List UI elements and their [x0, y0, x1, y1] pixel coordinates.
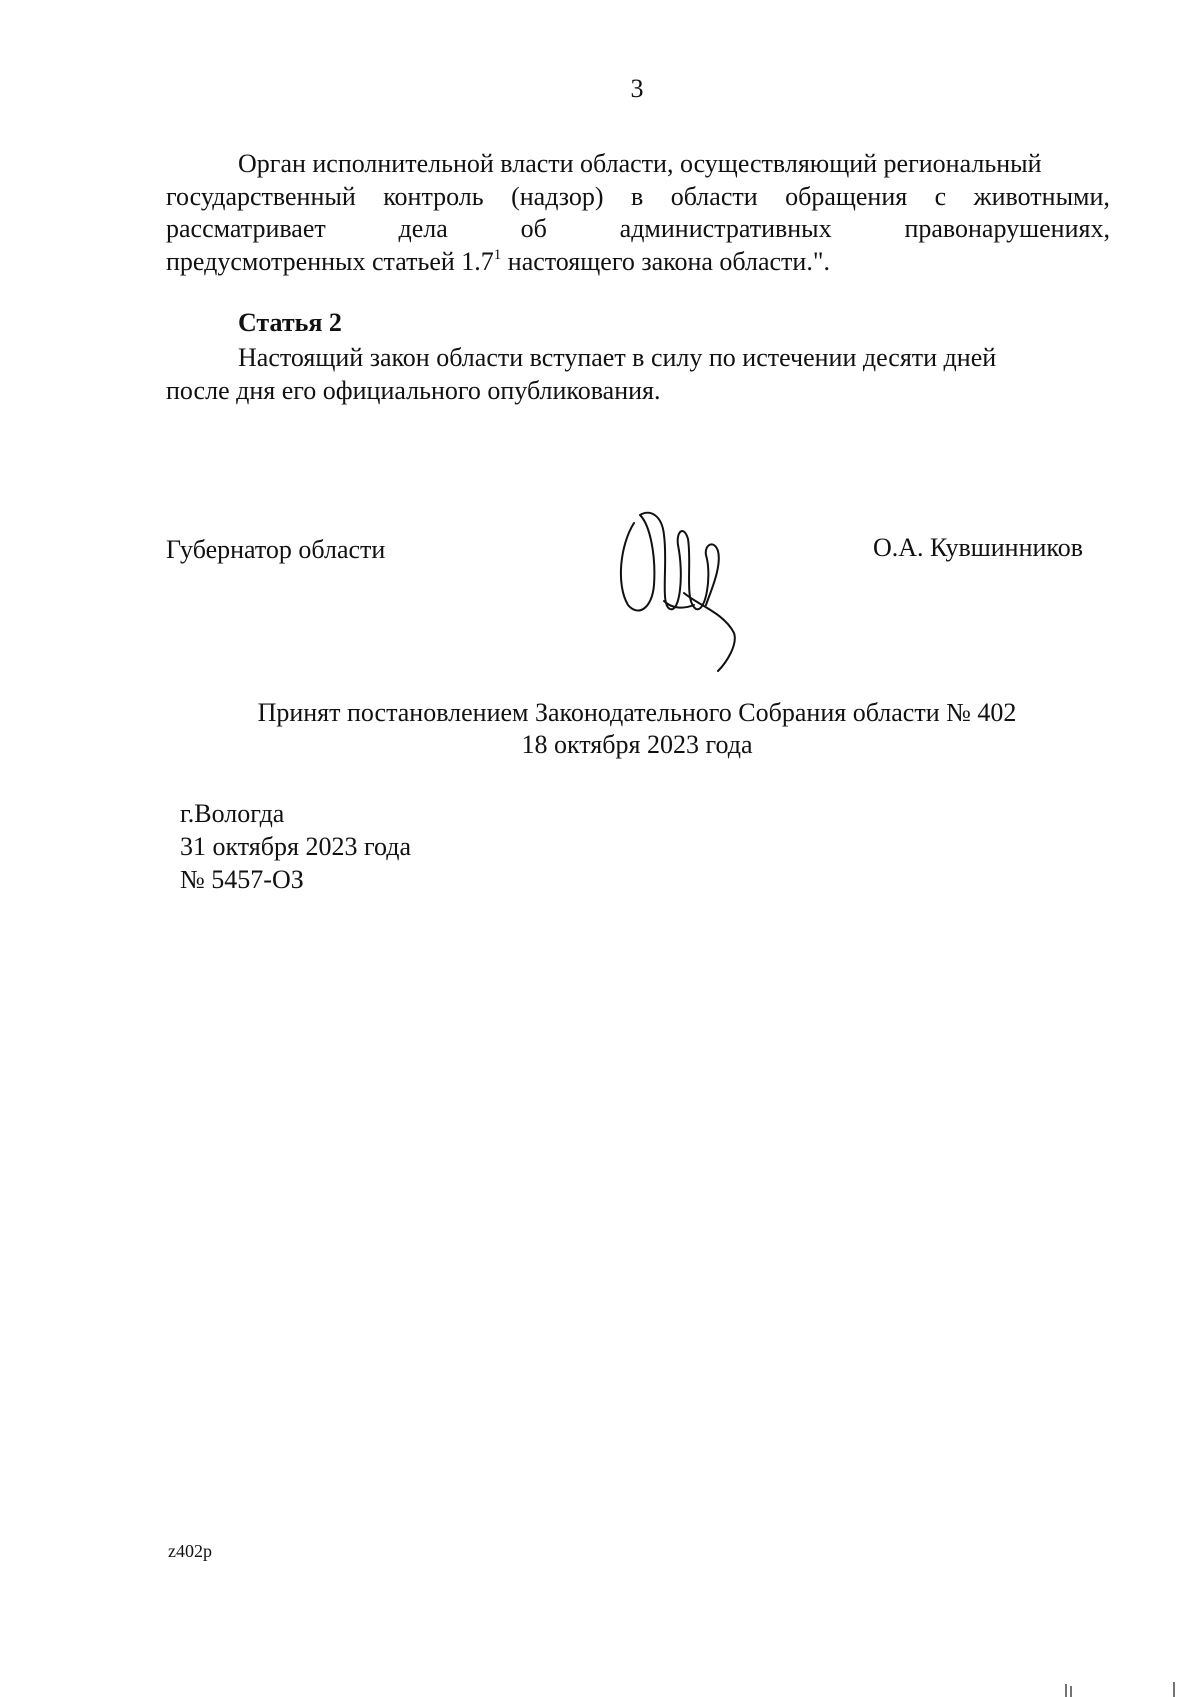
word: административных — [619, 214, 832, 243]
word: с — [934, 181, 947, 211]
handwritten-signature — [614, 505, 742, 675]
word: в — [630, 181, 644, 211]
article-2-text — [166, 342, 1086, 407]
text-part: настоящего закона области.". — [501, 246, 830, 276]
word: об — [520, 214, 547, 243]
page-number: 3 — [630, 74, 644, 103]
city: г.Вологда — [180, 799, 285, 828]
article-heading: Статья 2 — [238, 308, 342, 337]
word: правонарушениях, — [904, 214, 1110, 243]
document-code: z402p — [168, 1541, 212, 1561]
adoption-line: Принят постановлением Законодательного Собрания области № 402 — [257, 698, 1017, 727]
paragraph-line — [166, 246, 1110, 279]
word: рассматривает — [166, 214, 326, 243]
place-and-date-block — [180, 797, 411, 896]
signatory-name: О.А. Кувшинников — [873, 533, 1083, 562]
word: дела — [398, 214, 448, 243]
word: государственный — [166, 181, 356, 211]
word: (надзор) — [511, 181, 604, 211]
signing-date: 31 октября 2023 года — [180, 832, 411, 861]
paragraph-line: Орган исполнительной власти области, осуществляющий региональный — [238, 149, 1042, 178]
signatory-position: Губернатор области — [166, 535, 386, 564]
law-number: № 5457-ОЗ — [180, 865, 304, 894]
text-part: предусмотренных статьей 1.7 — [166, 246, 494, 276]
superscript: 1 — [493, 246, 502, 263]
paragraph-line-justified — [166, 213, 1110, 246]
paragraph-line-justified — [166, 181, 1110, 214]
word: животными, — [973, 181, 1110, 211]
word: обращения — [785, 181, 908, 211]
word: контроль — [383, 181, 484, 211]
adoption-date: 18 октября 2023 года — [521, 730, 753, 759]
scan-edge-marks — [1060, 1680, 1190, 1697]
paragraph-authority — [166, 148, 1110, 278]
word: области — [670, 181, 758, 211]
paragraph-line: после дня его официального опубликования. — [166, 375, 661, 405]
paragraph-line: Настоящий закон области вступает в силу по истечении десяти дней — [238, 343, 997, 372]
adoption-note — [0, 697, 1200, 761]
